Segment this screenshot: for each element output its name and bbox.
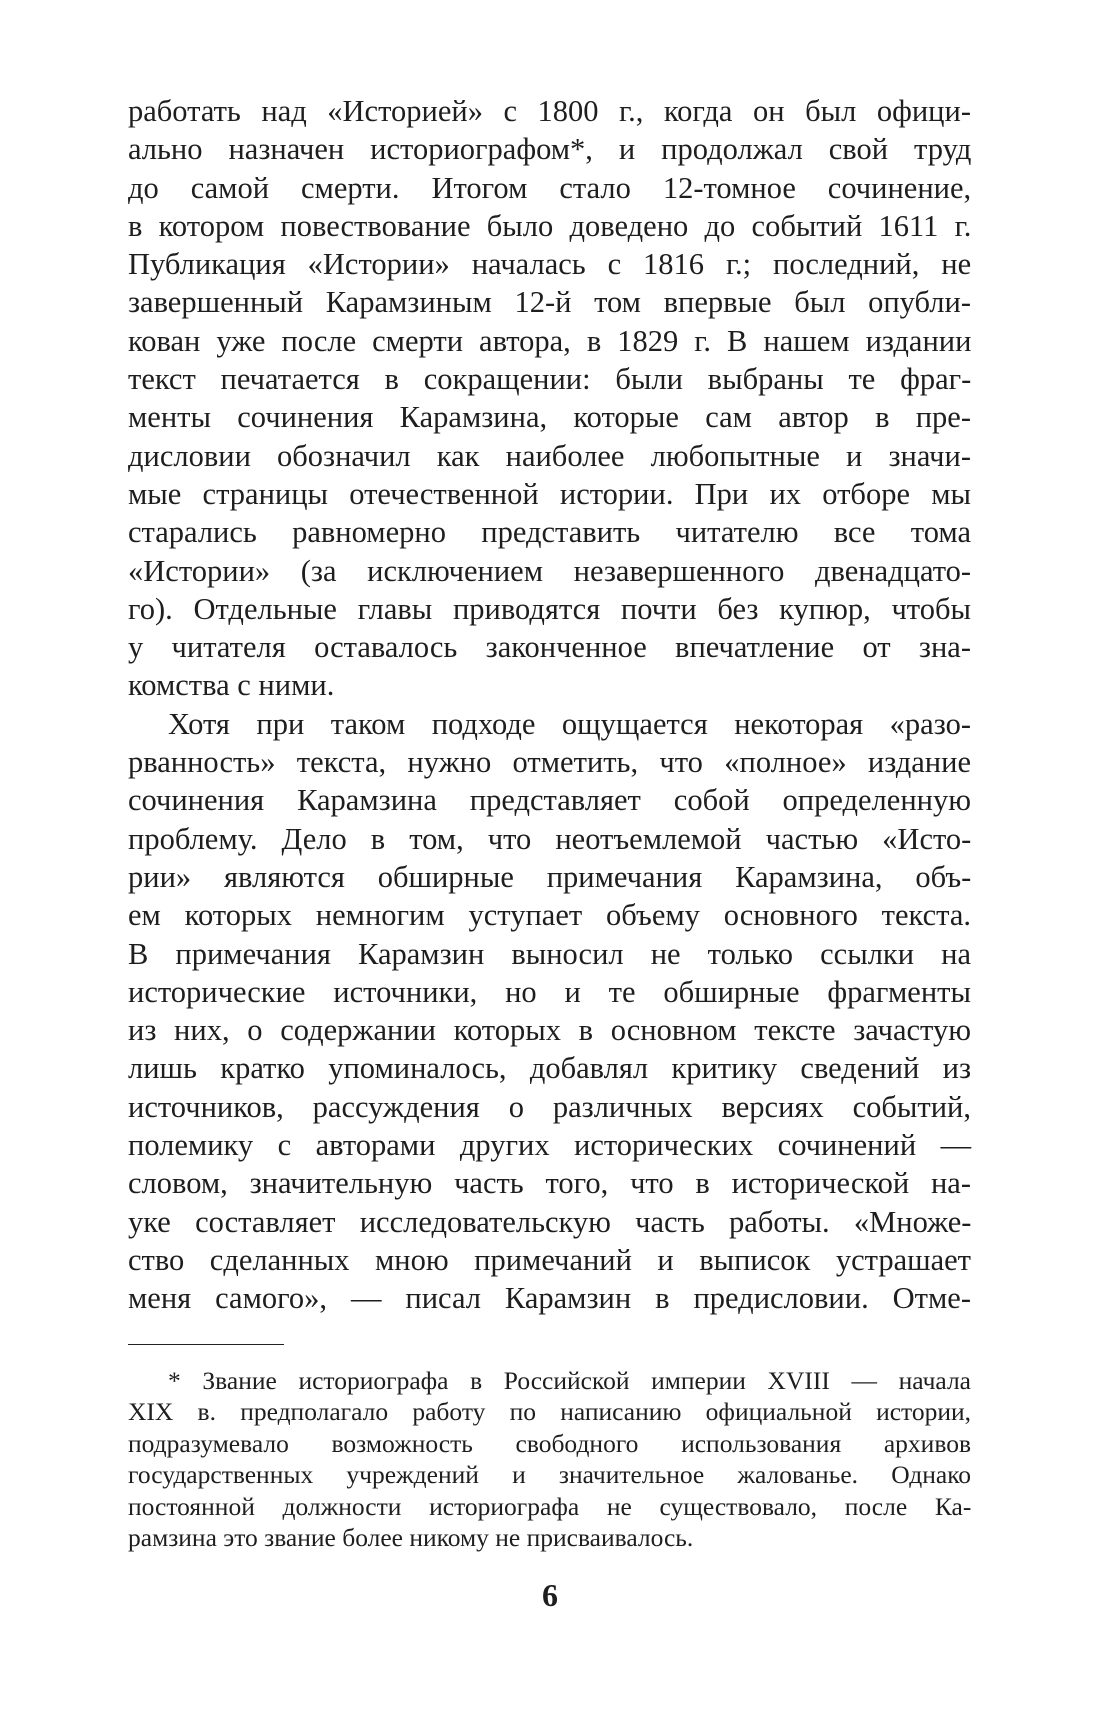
text-line: «Истории» (за исключением незавершенного двенадцато- [128, 553, 972, 588]
footnote-line: подразумевало возможность свободного использования архивов [128, 1428, 971, 1458]
text-line: сочинения Карамзина представляет собой определенную [128, 783, 971, 818]
paragraph-2 [128, 705, 971, 1318]
footnote-line: рамзина это звание более никому не присваивалось. [128, 1523, 694, 1552]
text-line: комства с ними. [128, 668, 335, 703]
text-line: ем которых немногим уступает объему основного текста. [128, 898, 971, 933]
paragraph-1 [128, 92, 971, 705]
text-line: В примечания Карамзин выносил не только ссылки на [128, 936, 971, 971]
text-line: словом, значительную часть того, что в исторической на- [128, 1166, 971, 1201]
text-line: завершенный Карамзиным 12-й том впервые был опубли- [128, 285, 971, 320]
text-line: старались равномерно представить читателю все тома [128, 515, 971, 550]
text-line: дисловии обозначил как наиболее любопытные и значи- [128, 438, 971, 473]
text-line: менты сочинения Карамзина, которые сам автор в пре- [128, 400, 971, 435]
text-line: уке составляет исследовательскую часть работы. «Множе- [128, 1204, 972, 1239]
text-line: до самой смерти. Итогом стало 12-томное сочинение, [128, 170, 972, 205]
text-line: ально назначен историографом*, и продолжал свой труд [128, 132, 972, 167]
footnote-line: XIX в. предполагало работу по написанию официальной истории, [128, 1397, 972, 1426]
text-line: исторические источники, но и те обширные фрагменты [128, 974, 971, 1009]
text-line: меня самого», — писал Карамзин в предисловии. Отме- [128, 1281, 971, 1316]
footnote-line: * Звание историографа в Российской империи XVIII — начала [168, 1365, 971, 1395]
page-number: 6 [542, 1577, 558, 1613]
text-line: лишь кратко упоминалось, добавлял критику сведений из [128, 1051, 971, 1086]
text-line: Публикация «Истории» началась с 1816 г.; последний, не [128, 247, 972, 282]
text-line: рванность» текста, нужно отметить, что «полное» издание [128, 745, 971, 780]
footnote-line: постоянной должности историографа не существовало, после Ка- [128, 1491, 972, 1521]
text-line: текст печатается в сокращении: были выбраны те фраг- [128, 362, 972, 397]
text-line: Хотя при таком подходе ощущается некоторая «разо- [168, 706, 971, 741]
text-line: ство сделанных мною примечаний и выписок устрашает [128, 1242, 971, 1277]
text-line: в котором повествование было доведено до событий 1611 г. [128, 208, 972, 243]
text-line: полемику с авторами других исторических сочинений — [128, 1128, 972, 1163]
text-line: работать над «Историей» с 1800 г., когда он был офици- [128, 94, 971, 128]
book-page [128, 92, 971, 1554]
footnote-divider [128, 1344, 284, 1345]
text-line: рии» являются обширные примечания Карамзина, объ- [128, 859, 972, 894]
text-line: проблему. Дело в том, что неотъемлемой частью «Исто- [128, 821, 972, 856]
text-line: кован уже после смерти автора, в 1829 г. В нашем издании [128, 323, 972, 358]
text-line: источников, рассуждения о различных версиях событий, [128, 1089, 971, 1124]
text-line: мые страницы отечественной истории. При их отборе мы [128, 476, 971, 511]
main-text [128, 92, 971, 1318]
text-line: го). Отдельные главы приводятся почти без купюр, чтобы [128, 591, 971, 626]
text-line: из них, о содержании которых в основном тексте зачастую [128, 1013, 971, 1048]
footnote [128, 1365, 971, 1554]
text-line: у читателя оставалось законченное впечатление от зна- [128, 630, 971, 665]
footnote-line: государственных учреждений и значительное жалованье. Однако [128, 1460, 972, 1489]
